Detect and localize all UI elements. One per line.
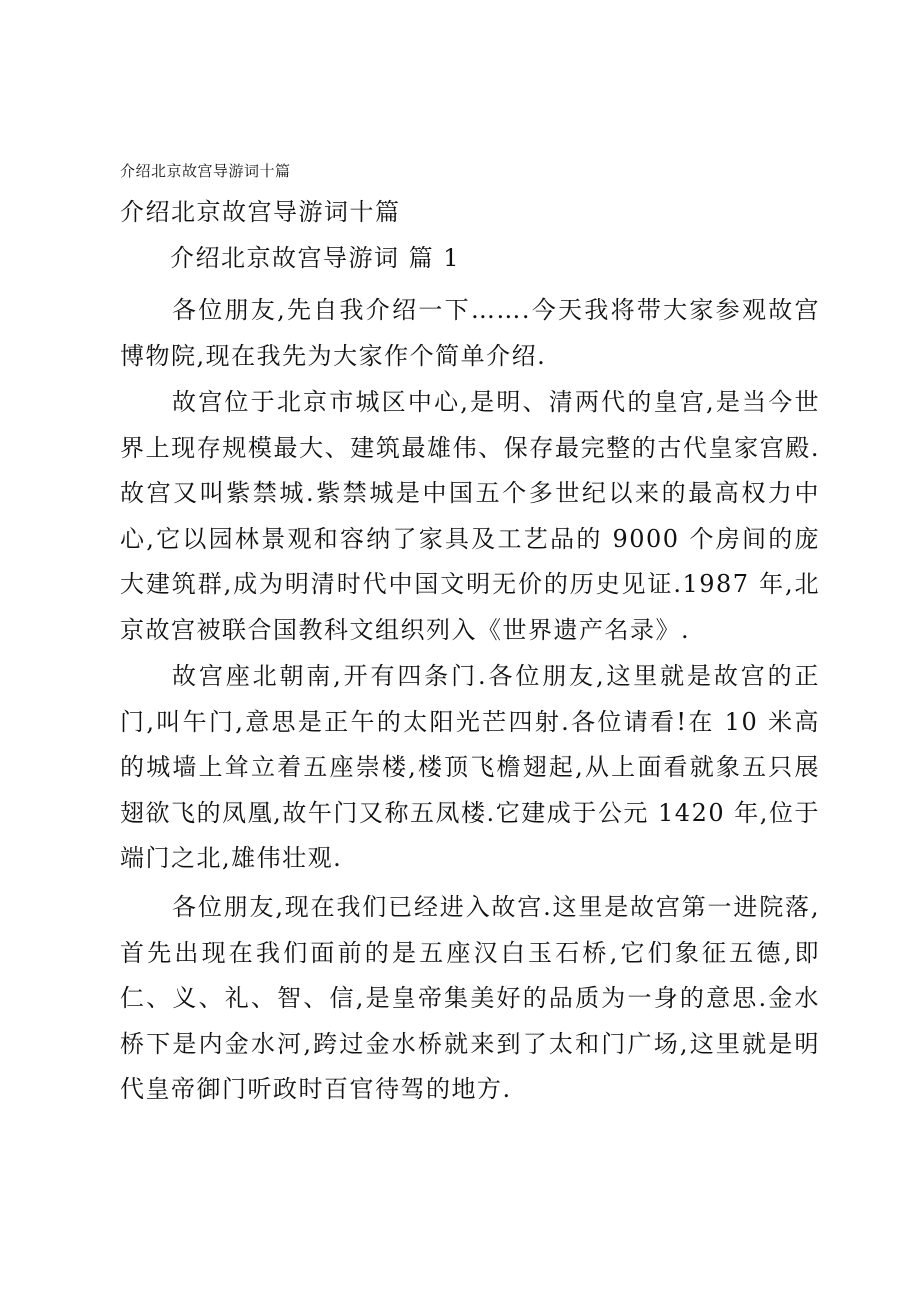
document-title: 介绍北京故宫导游词十篇 bbox=[120, 198, 401, 226]
paragraph-4 bbox=[120, 885, 820, 1113]
paragraph-1 bbox=[120, 288, 820, 379]
paragraph-3 bbox=[120, 654, 820, 882]
paragraph-2 bbox=[120, 380, 820, 653]
section-title: 介绍北京故宫导游词 篇 1 bbox=[170, 244, 461, 272]
paragraph-text: 故宫位于北京市城区中心,是明、清两代的皇宫,是当今世界上现存规模最大、建筑最雄伟、保存最完整的古代皇家宫殿.故宫又叫紫禁城.紫禁城是中国五个多世纪以来的最高权力中心,它以园林景观和容纳了家具及工艺品的 9000 个房间的庞大建筑群,成为明清时代中国文明无价的历史见证.1987 年,北京故宫被联合国教科文组织列入《世界遗产名录》. bbox=[120, 388, 820, 644]
paragraph-text: 故宫座北朝南,开有四条门.各位朋友,这里就是故宫的正门,叫午门,意思是正午的太阳光芒四射.各位请看!在 10 米高的城墙上耸立着五座崇楼,楼顶飞檐翅起,从上面看就象五只展翅欲飞的凤凰,故午门又称五凤楼.它建成于公元 1420 年,位于端门之北,雄伟壮观. bbox=[120, 662, 820, 872]
paragraph-text: 各位朋友,先自我介绍一下…….今天我将带大家参观故宫博物院,现在我先为大家作个简单介绍. bbox=[120, 296, 820, 370]
paragraph-text: 各位朋友,现在我们已经进入故宫.这里是故宫第一进院落,首先出现在我们面前的是五座汉白玉石桥,它们象征五德,即仁、义、礼、智、信,是皇帝集美好的品质为一身的意思.金水桥下是内金水河,跨过金水桥就来到了太和门广场,这里就是明代皇帝御门听政时百官待驾的地方. bbox=[120, 893, 820, 1103]
running-header: 介绍北京故宫导游词十篇 bbox=[120, 162, 291, 180]
